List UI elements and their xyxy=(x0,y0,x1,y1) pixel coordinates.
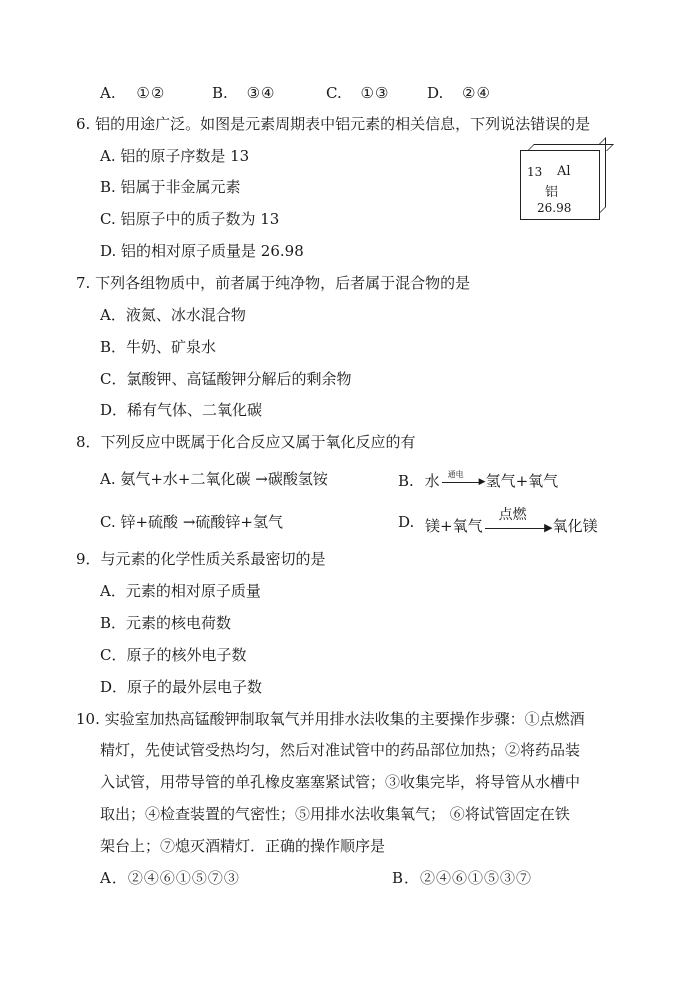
q10-line-5: 架台上；⑦熄灭酒精灯．正确的操作顺序是 xyxy=(100,837,386,855)
option-label: D. xyxy=(398,513,415,531)
option-value: ③④ xyxy=(246,84,276,102)
q10-line-3: 入试管，用带导管的单孔橡皮塞塞紧试管；③收集完毕，将导管从水槽中 xyxy=(100,773,581,791)
reactant: 水 xyxy=(424,472,440,490)
arrow-condition: 点燃 xyxy=(498,507,527,523)
reactant: 镁+氧气 xyxy=(425,517,483,535)
element-name: 铝 xyxy=(545,185,559,200)
atomic-mass: 26.98 xyxy=(537,201,572,215)
option-label: B. xyxy=(212,84,228,102)
q10-option-a: A．②④⑥①⑤⑦③ xyxy=(100,869,240,887)
q7-option-d: D．稀有气体、二氧化碳 xyxy=(100,401,263,419)
reaction-arrow: 通电 ▶ xyxy=(440,471,486,491)
q6-stem: 6. 铝的用途广泛。如图是元素周期表中铝元素的相关信息，下列说法错误的是 xyxy=(76,115,591,133)
q6-option-c: C. 铝原子中的质子数为 13 xyxy=(100,210,280,228)
q9-stem: 9．与元素的化学性质关系最密切的是 xyxy=(76,550,326,568)
option-label: B. xyxy=(398,472,414,490)
option-value: ①③ xyxy=(360,84,390,102)
aluminum-element-card xyxy=(520,150,600,220)
q8-option-c: C. 锌+硫酸 →硫酸锌+氢气 xyxy=(100,513,283,531)
q10-line-1: 10. 实验室加热高锰酸钾制取氧气并用排水法收集的主要操作步骤：①点燃酒 xyxy=(76,710,585,728)
element-symbol: Al xyxy=(557,164,571,179)
reaction-arrow: 点燃 ▶ xyxy=(483,516,553,536)
q6-option-d: D. 铝的相对原子质量是 26.98 xyxy=(100,242,304,260)
atomic-number: 13 xyxy=(527,165,543,179)
q7-stem: 7. 下列各组物质中，前者属于纯净物，后者属于混合物的是 xyxy=(76,274,471,292)
option-value: ①② xyxy=(136,84,166,102)
q5-option-a xyxy=(100,83,165,103)
q7-option-a: A．液氮、冰水混合物 xyxy=(100,306,246,324)
q5-option-b xyxy=(212,83,275,103)
q8-stem: 8．下列反应中既属于化合反应又属于氧化反应的有 xyxy=(76,433,416,451)
q6-option-a: A. 铝的原子序数是 13 xyxy=(100,147,250,165)
q10-option-b: B．②④⑥①⑤③⑦ xyxy=(392,869,533,887)
q5-option-c xyxy=(326,83,389,103)
q7-option-b: B．牛奶、矿泉水 xyxy=(100,338,217,356)
option-label: C. xyxy=(326,84,342,102)
product: 氢气+氧气 xyxy=(485,472,559,490)
q6-option-b: B. 铝属于非金属元素 xyxy=(100,178,241,196)
q9-option-c: C．原子的核外电子数 xyxy=(100,646,247,664)
q10-line-2: 精灯，先使试管受热均匀，然后对准试管中的药品部位加热；②将药品装 xyxy=(100,741,581,759)
q7-option-c: C．氯酸钾、高锰酸钾分解后的剩余物 xyxy=(100,370,352,388)
q9-option-a: A．元素的相对原子质量 xyxy=(100,582,261,600)
option-value: ②④ xyxy=(462,84,491,102)
q5-option-d xyxy=(427,83,491,103)
option-label: A. xyxy=(100,84,116,102)
q8-option-a: A. 氨气+水+二氧化碳 →碳酸氢铵 xyxy=(100,470,328,488)
q10-line-4: 取出；④检查装置的气密性；⑤用排水法收集氧气； ⑥将试管固定在铁 xyxy=(100,805,570,823)
q8-option-b xyxy=(398,471,558,491)
q9-option-d: D．原子的最外层电子数 xyxy=(100,678,263,696)
product: 氧化镁 xyxy=(552,517,598,535)
q8-option-d xyxy=(398,507,598,535)
option-label: D. xyxy=(427,84,444,102)
arrow-condition: 通电 xyxy=(447,470,464,479)
q9-option-b: B．元素的核电荷数 xyxy=(100,614,232,632)
